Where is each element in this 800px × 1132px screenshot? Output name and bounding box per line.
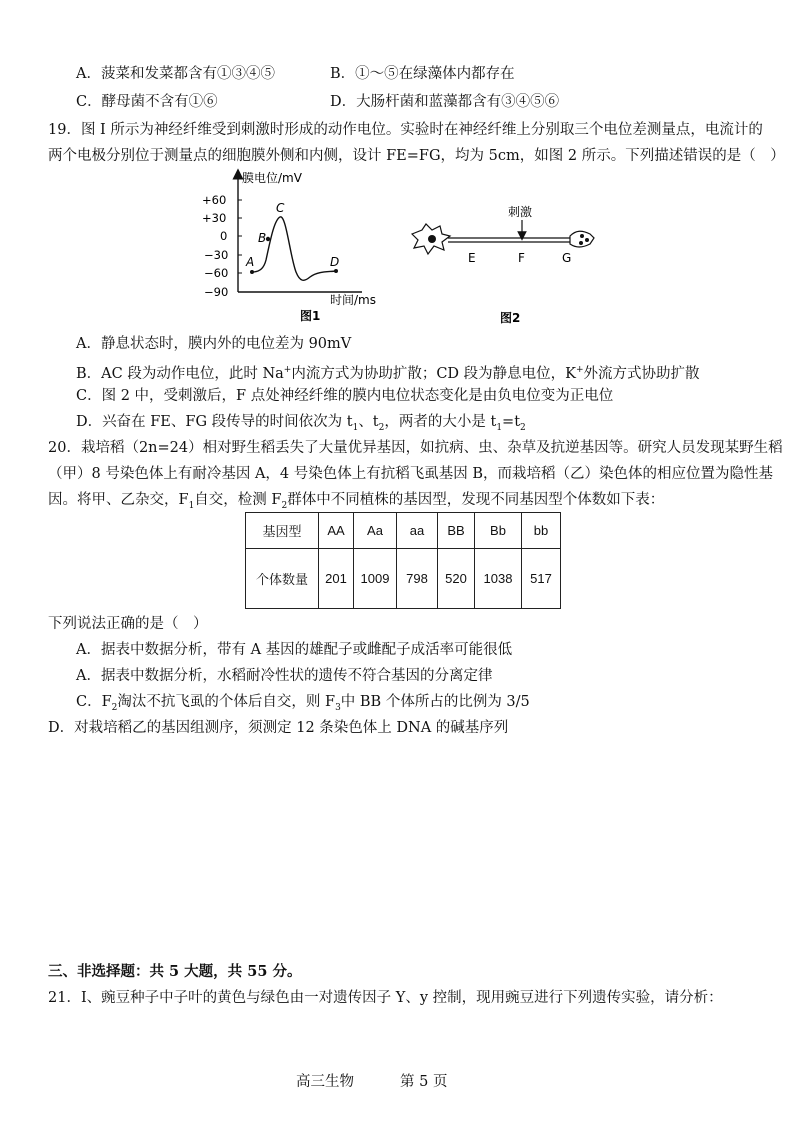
q20-stem-line3: 因。将甲、乙杂交，$F_1$自交，检测 $F_2$群体中不同植株的基因型，发现不同基因型个体数如下表： [48, 492, 665, 511]
point-label-d: D [330, 255, 340, 269]
point-label-f: F [518, 251, 525, 265]
q20-stem-line1: 20．栽培稻（2n=24）相对野生稻丢失了大量优异基因，如抗病、虫、杂草及抗逆基因等。研究人员发现某野生稻 [48, 440, 783, 456]
figure-1-action-potential [200, 168, 400, 324]
table-cell: 1009 [354, 549, 397, 609]
y-tick-label: −60 [204, 266, 229, 280]
q19-stem-line1: 19．图 I 所示为神经纤维受到刺激时形成的动作电位。实验时在神经纤维上分别取三个电位差测量点，电流计的 [48, 122, 763, 138]
q19-option-c: C．图 2 中，受刺激后，F 点处神经纤维的膜内电位状态变化是由负电位变为正电位 [76, 388, 614, 404]
q20-stem-line2: （甲）8 号染色体上有耐冷基因 A，4 号染色体上有抗稻飞虱基因 B，而栽培稻（乙）染色体的相应位置为隐性基 [48, 466, 774, 482]
action-potential-curve [252, 217, 336, 280]
q20-option-c: C．$F_2$淘汰不抗飞虱的个体后自交，则 $F_3$中 BB 个体所占的比例为 3/5 [76, 694, 530, 713]
table-header-cell: BB [438, 513, 475, 549]
table-header-cell: 基因型 [246, 513, 319, 549]
table-cell: 520 [438, 549, 475, 609]
section-3-title: 三、非选择题：共 5 大题，共 55 分。 [48, 963, 302, 980]
table-cell: 798 [397, 549, 438, 609]
q18-option-a: A．菠菜和发菜都含有①③④⑤ [76, 66, 275, 82]
q19-option-d: D．兴奋在 FE、FG 段传导的时间依次为 $t_1$、$t_2$，两者的大小是 $t_1=t_2$ [76, 414, 526, 433]
figure-2-caption: 图2 [500, 311, 521, 325]
q18-option-d: D．大肠杆菌和蓝藻都含有③④⑤⑥ [330, 94, 560, 110]
table-cell: 517 [522, 549, 561, 609]
y-tick-label: −90 [204, 285, 229, 299]
footer-page-number: 第 5 页 [400, 1074, 448, 1090]
table-header-cell: AA [319, 513, 354, 549]
y-tick-label: +30 [202, 211, 227, 225]
q19-stem-line2: 两个电极分别位于测量点的细胞膜外侧和内侧，设计 FE=FG，均为 5cm，如图 2 所示。下列描述错误的是（ ） [48, 148, 785, 164]
point-label-e: E [468, 251, 476, 265]
footer-subject: 高三生物 [296, 1074, 354, 1090]
q21-stem: 21．Ⅰ、豌豆种子中子叶的黄色与绿色由一对遗传因子 Y、y 控制，现用豌豆进行下列遗传实验，请分析： [48, 990, 723, 1006]
y-tick-label: −30 [204, 248, 229, 262]
y-tick-label: 0 [220, 229, 228, 243]
q20-question: 下列说法正确的是（ ） [48, 616, 208, 632]
q19-option-a: A．静息状态时，膜内外的电位差为 90mV [76, 336, 352, 352]
point-label-b: B [258, 231, 267, 245]
table-row [246, 549, 561, 609]
q18-option-b: B．①～⑤在绿藻体内都存在 [330, 66, 515, 82]
q20-option-b: A．据表中数据分析，水稻耐冷性状的遗传不符合基因的分离定律 [76, 668, 493, 684]
table-cell: 201 [319, 549, 354, 609]
y-tick-label: +60 [202, 193, 227, 207]
table-cell: 1038 [475, 549, 522, 609]
table-header-cell: Bb [475, 513, 522, 549]
stimulus-label: 刺激 [508, 205, 533, 219]
point-label-c: C [276, 201, 285, 215]
table-row-label: 个体数量 [246, 549, 319, 609]
figure-1-caption: 图1 [300, 309, 321, 323]
x-axis-label: 时间/ms [330, 293, 376, 307]
q19-option-b: B．AC 段为动作电位，此时 Na+内流方式为协助扩散；CD 段为静息电位，K+外流方式协助扩散 [76, 365, 700, 382]
table-header-cell: bb [522, 513, 561, 549]
y-axis-label: 膜电位/mV [242, 171, 302, 185]
figure-2-nerve-fiber [404, 196, 604, 326]
q20-option-a: A．据表中数据分析，带有 A 基因的雄配子或雌配子成活率可能很低 [76, 642, 513, 658]
point-label-a: A [246, 255, 255, 269]
table-header-row [246, 513, 561, 549]
table-header-cell: aa [397, 513, 438, 549]
q18-option-c: C．酵母菌不含有①⑥ [76, 94, 218, 110]
q20-option-d: D．对栽培稻乙的基因组测序，须测定 12 条染色体上 DNA 的碱基序列 [48, 720, 509, 736]
table-header-cell: Aa [354, 513, 397, 549]
genotype-table [245, 512, 561, 609]
point-label-g: G [562, 251, 572, 265]
